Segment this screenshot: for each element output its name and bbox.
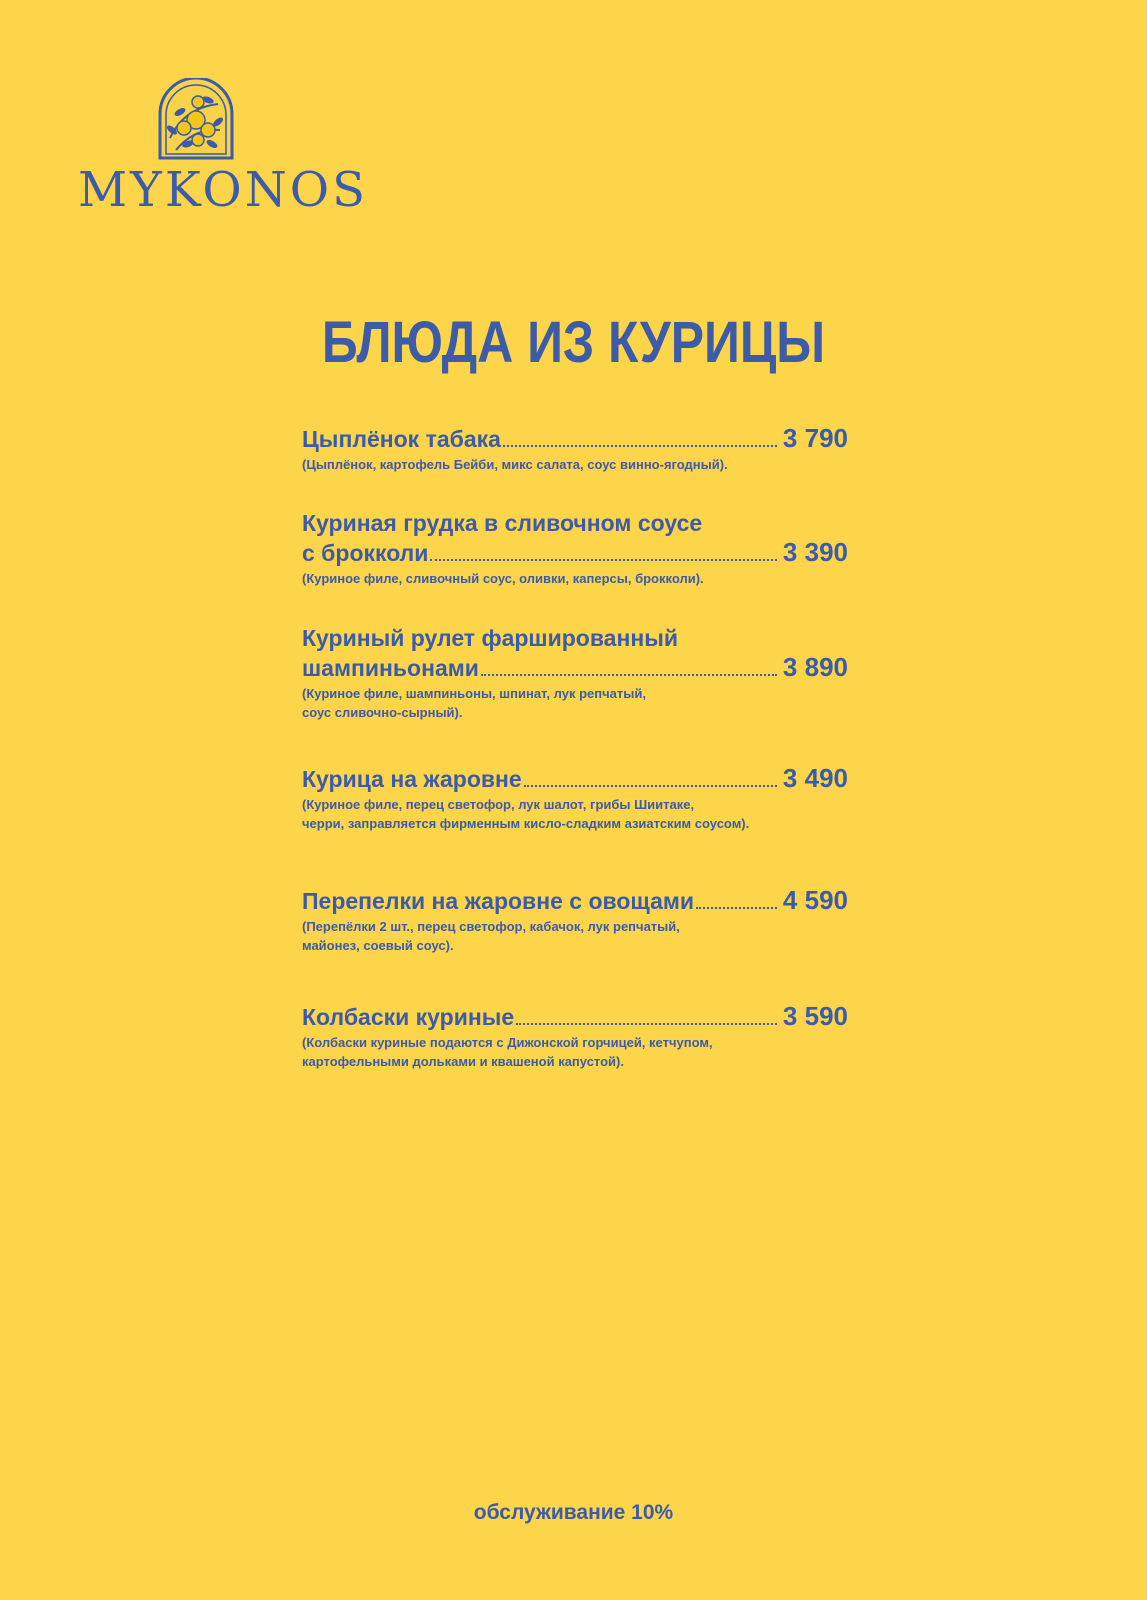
- item-name-line: [302, 653, 848, 683]
- item-description: (Куриное филе, перец светофор, лук шалот, грибы Шиитаке,: [302, 797, 695, 812]
- item-price: 3 890: [782, 652, 848, 682]
- item-description: (Цыплёнок, картофель Бейби, микс салата, соус винно-ягодный).: [302, 457, 728, 472]
- item-description: соус сливочно-сырный).: [302, 705, 463, 720]
- menu-item: [302, 509, 848, 588]
- logo: [78, 78, 368, 228]
- item-name-line: [302, 1002, 848, 1032]
- item-name: шампиньонами: [302, 655, 479, 681]
- item-price: 3 590: [782, 1001, 848, 1031]
- item-name-first-line: Куриный рулет фаршированный: [302, 625, 679, 651]
- item-name: Курица на жаровне: [302, 766, 522, 792]
- item-name: Цыплёнок табака: [302, 426, 501, 452]
- item-name-line: [302, 538, 848, 568]
- item-name-first-line: Куриная грудка в сливочном соусе: [302, 510, 703, 536]
- brand-wordmark: MYKONOS: [78, 162, 368, 218]
- lemon-arch-icon: [154, 78, 238, 160]
- item-name: с брокколи: [302, 540, 429, 566]
- item-description: (Куриное филе, сливочный соус, оливки, каперсы, брокколи).: [302, 571, 704, 586]
- menu-item: [302, 764, 848, 833]
- dot-leader: [516, 1022, 777, 1025]
- dot-leader: [481, 673, 777, 676]
- menu-item: [302, 424, 848, 474]
- item-description: майонез, соевый соус).: [302, 938, 454, 953]
- item-description: (Колбаски куриные подаются с Дижонской горчицей, кетчупом,: [302, 1035, 713, 1050]
- menu-item: [302, 624, 848, 722]
- page-title: БЛЮДА ИЗ КУРИЦЫ: [321, 310, 826, 375]
- service-charge-note: обслуживание 10%: [473, 1501, 674, 1524]
- item-name-line: [302, 424, 848, 454]
- item-price: 3 490: [782, 763, 848, 793]
- item-price: 3 790: [782, 423, 848, 453]
- item-name-line: [302, 886, 848, 916]
- item-name: Перепелки на жаровне с овощами: [302, 888, 695, 914]
- item-description: (Перепёлки 2 шт., перец светофор, кабачок, лук репчатый,: [302, 919, 680, 934]
- item-price: 4 590: [782, 885, 848, 915]
- item-description: черри, заправляется фирменным кисло-сладким азиатским соусом).: [302, 816, 750, 831]
- menu-item: [302, 1002, 848, 1071]
- menu-item: [302, 886, 848, 955]
- dot-leader: [503, 444, 777, 447]
- dot-leader: [430, 558, 776, 561]
- item-description: картофельными дольками и квашеной капустой).: [302, 1054, 624, 1069]
- dot-leader: [524, 784, 777, 787]
- item-description: (Куриное филе, шампиньоны, шпинат, лук репчатый,: [302, 686, 646, 701]
- item-name: Колбаски куриные: [302, 1004, 515, 1030]
- item-price: 3 390: [782, 537, 848, 567]
- dot-leader: [696, 906, 777, 909]
- item-name-line: [302, 764, 848, 794]
